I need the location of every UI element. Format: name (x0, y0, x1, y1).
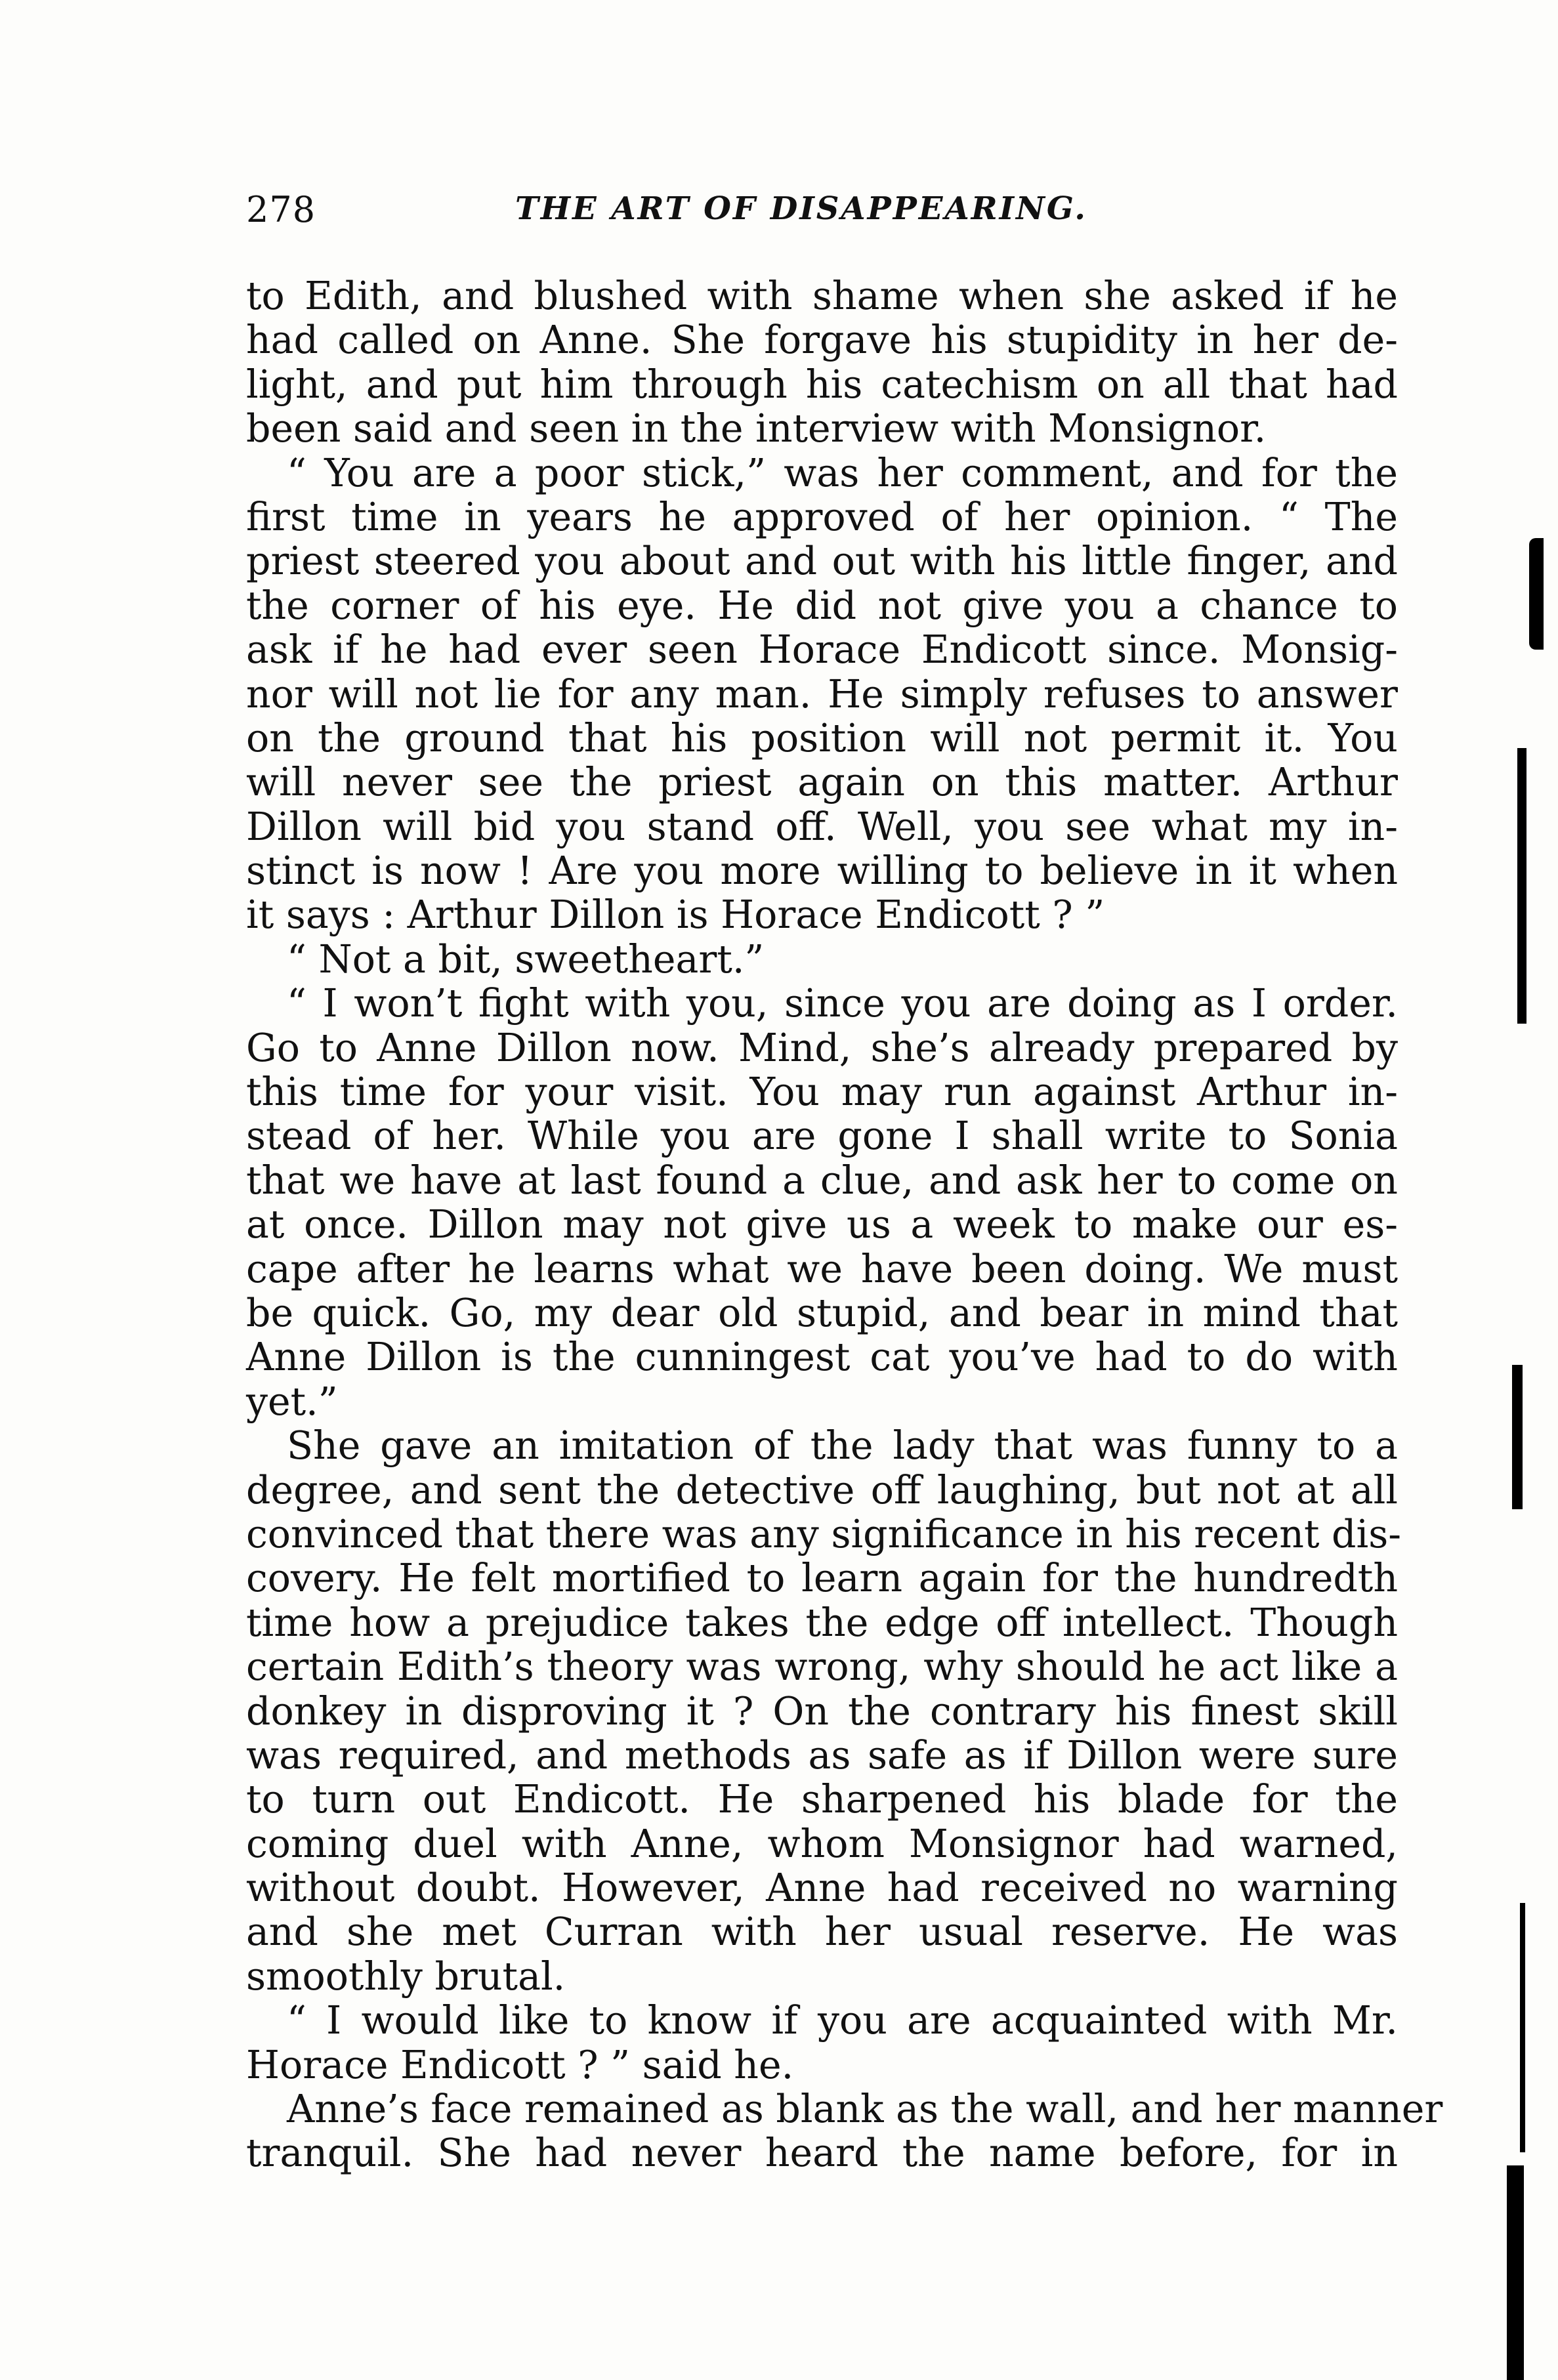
scan-edge-shadow (1507, 2165, 1524, 2380)
text-line: covery. He felt mortified to learn again for the hundredth (246, 1556, 1398, 1601)
text-line: Anne Dillon is the cunningest cat you’ve had to do with (246, 1335, 1398, 1380)
text-line: been said and seen in the interview with Monsignor. (246, 406, 1267, 451)
scan-edge-shadow (1529, 538, 1544, 650)
text-line: smoothly brutal. (246, 1953, 566, 1999)
text-line: degree, and sent the detective off laughing, but not at all (246, 1467, 1398, 1513)
text-line: it says : Arthur Dillon is Horace Endicott ? ” (246, 892, 1105, 938)
text-line: on the ground that his position will not permit it. You (246, 715, 1398, 761)
text-line: tranquil. She had never heard the name before, for in (246, 2131, 1398, 2176)
text-line: that we have at last found a clue, and ask her to come on (246, 1158, 1398, 1203)
page-number: 278 (246, 189, 316, 230)
text-line: Horace Endicott ? ” said he. (246, 2042, 794, 2087)
text-line: first time in years he approved of her opinion. “ The (246, 494, 1398, 539)
text-line: “ I won’t fight with you, since you are doing as I order. (287, 981, 1398, 1026)
text-line: will never see the priest again on this matter. Arthur (246, 760, 1398, 805)
text-line: Dillon will bid you stand off. Well, you see what my in- (246, 804, 1398, 849)
text-line: to turn out Endicott. He sharpened his blade for the (246, 1777, 1398, 1822)
text-line: donkey in disproving it ? On the contrary his finest skill (246, 1688, 1398, 1734)
text-line: “ Not a bit, sweetheart.” (287, 936, 765, 982)
text-line: at once. Dillon may not give us a week to make our es- (246, 1202, 1398, 1247)
text-line: time how a prejudice takes the edge off intellect. Though (246, 1600, 1398, 1645)
text-line: be quick. Go, my dear old stupid, and bear in mind that (246, 1290, 1398, 1335)
text-line: ask if he had ever seen Horace Endicott since. Monsig- (246, 627, 1398, 673)
text-line: priest steered you about and out with his little finger, and (246, 539, 1398, 584)
text-line: the corner of his eye. He did not give you a chance to (246, 583, 1398, 628)
text-line: was required, and methods as safe as if Dillon were sure (246, 1732, 1398, 1778)
text-line: light, and put him through his catechism on all that had (246, 362, 1398, 407)
text-line: stead of her. While you are gone I shall write to Sonia (246, 1114, 1398, 1159)
scan-edge-shadow (1517, 748, 1526, 1024)
text-line: to Edith, and blushed with shame when she asked if he (246, 274, 1398, 318)
page-header (246, 189, 1152, 241)
text-line: certain Edith’s theory was wrong, why should he act like a (246, 1644, 1398, 1690)
text-line: “ I would like to know if you are acquainted with Mr. (287, 1998, 1398, 2043)
text-line: and she met Curran with her usual reserve. He was (246, 1910, 1398, 1955)
text-line: convinced that there was any significance in his recent dis- (246, 1511, 1401, 1556)
scan-edge-shadow (1520, 1903, 1525, 2152)
text-line: stinct is now ! Are you more willing to believe in it when (246, 848, 1398, 894)
text-line: coming duel with Anne, whom Monsignor had warned, (246, 1821, 1398, 1866)
text-line: nor will not lie for any man. He simply refuses to answer (246, 671, 1398, 717)
scan-edge-shadow (1512, 1365, 1523, 1509)
text-line: without doubt. However, Anne had received no warning (246, 1866, 1398, 1911)
text-line: She gave an imitation of the lady that was funny to a (287, 1423, 1398, 1469)
running-title: THE ART OF DISAPPEARING. (515, 190, 1087, 227)
text-line: cape after he learns what we have been doing. We must (246, 1246, 1398, 1291)
text-line: had called on Anne. She forgave his stupidity in her de- (246, 318, 1398, 363)
body-text (246, 274, 1443, 2176)
text-line: this time for your visit. You may run against Arthur in- (246, 1070, 1398, 1115)
text-line: “ You are a poor stick,” was her comment, and for the (287, 450, 1398, 495)
text-line: Anne’s face remained as blank as the wall, and her manner (287, 2087, 1443, 2132)
text-line: Go to Anne Dillon now. Mind, she’s already prepared by (246, 1025, 1398, 1070)
text-line: yet.” (246, 1379, 338, 1424)
